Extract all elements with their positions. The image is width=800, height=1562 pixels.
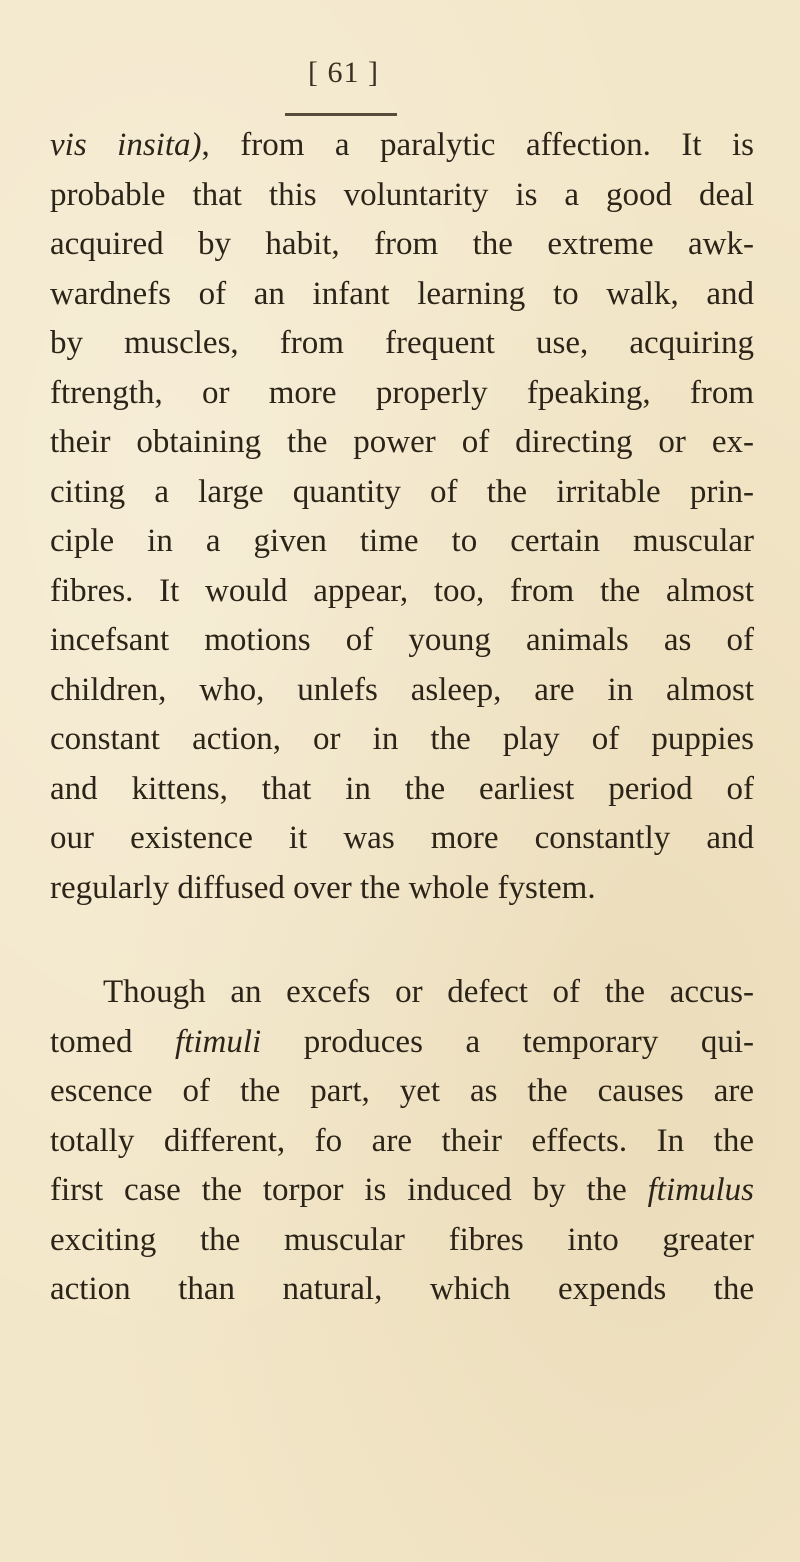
italic-word: ftimuli	[175, 1023, 262, 1060]
text-line: tomed ftimuli produces a temporary qui-	[50, 1023, 754, 1060]
italic-word: ftimulus	[647, 1172, 754, 1208]
paragraph-1	[50, 121, 754, 913]
text-line: children, who, unlefs asleep, are in almost	[50, 671, 754, 708]
text-line: probable that this voluntarity is a good deal	[50, 176, 754, 213]
text-line: ciple in a given time to certain muscular	[50, 523, 754, 559]
text-line: and kittens, that in the earliest period of	[50, 770, 754, 807]
text-line: totally different, fo are their effects. In the	[50, 1122, 754, 1159]
text-line: vis insita), from a paralytic affection. It is	[50, 127, 755, 163]
body-text	[50, 121, 754, 1315]
paragraph-gap	[50, 913, 754, 968]
text-line: Though an excefs or defect of the accus-	[103, 974, 754, 1010]
text-line: exciting the muscular fibres into greater	[50, 1221, 754, 1258]
paragraph-2	[50, 968, 754, 1315]
text-line: by muscles, from frequent use, acquiring	[50, 325, 754, 361]
header-rule	[285, 113, 397, 116]
text-line: our existence it was more constantly and	[50, 820, 754, 856]
text-line: ftrength, or more properly fpeaking, from	[50, 374, 754, 411]
text-line: incefsant motions of young animals as of	[50, 622, 754, 658]
text-line: regularly diffused over the whole fystem.	[50, 869, 596, 906]
text-line: action than natural, which expends the	[50, 1271, 754, 1307]
text-line: first case the torpor is induced by the ftimulus	[50, 1172, 754, 1208]
text-line: constant action, or in the play of puppies	[50, 721, 754, 757]
text-line: citing a large quantity of the irritable prin-	[50, 473, 754, 510]
text-line: wardnefs of an infant learning to walk, and	[50, 275, 754, 312]
text-line: escence of the part, yet as the causes are	[50, 1073, 754, 1109]
text-line: their obtaining the power of directing or ex-	[50, 424, 754, 460]
text-line: acquired by habit, from the extreme awk-	[50, 226, 754, 262]
text-line: fibres. It would appear, too, from the almost	[50, 572, 754, 609]
italic-phrase: vis insita)	[50, 127, 202, 163]
page-number: [ 61 ]	[308, 56, 379, 89]
